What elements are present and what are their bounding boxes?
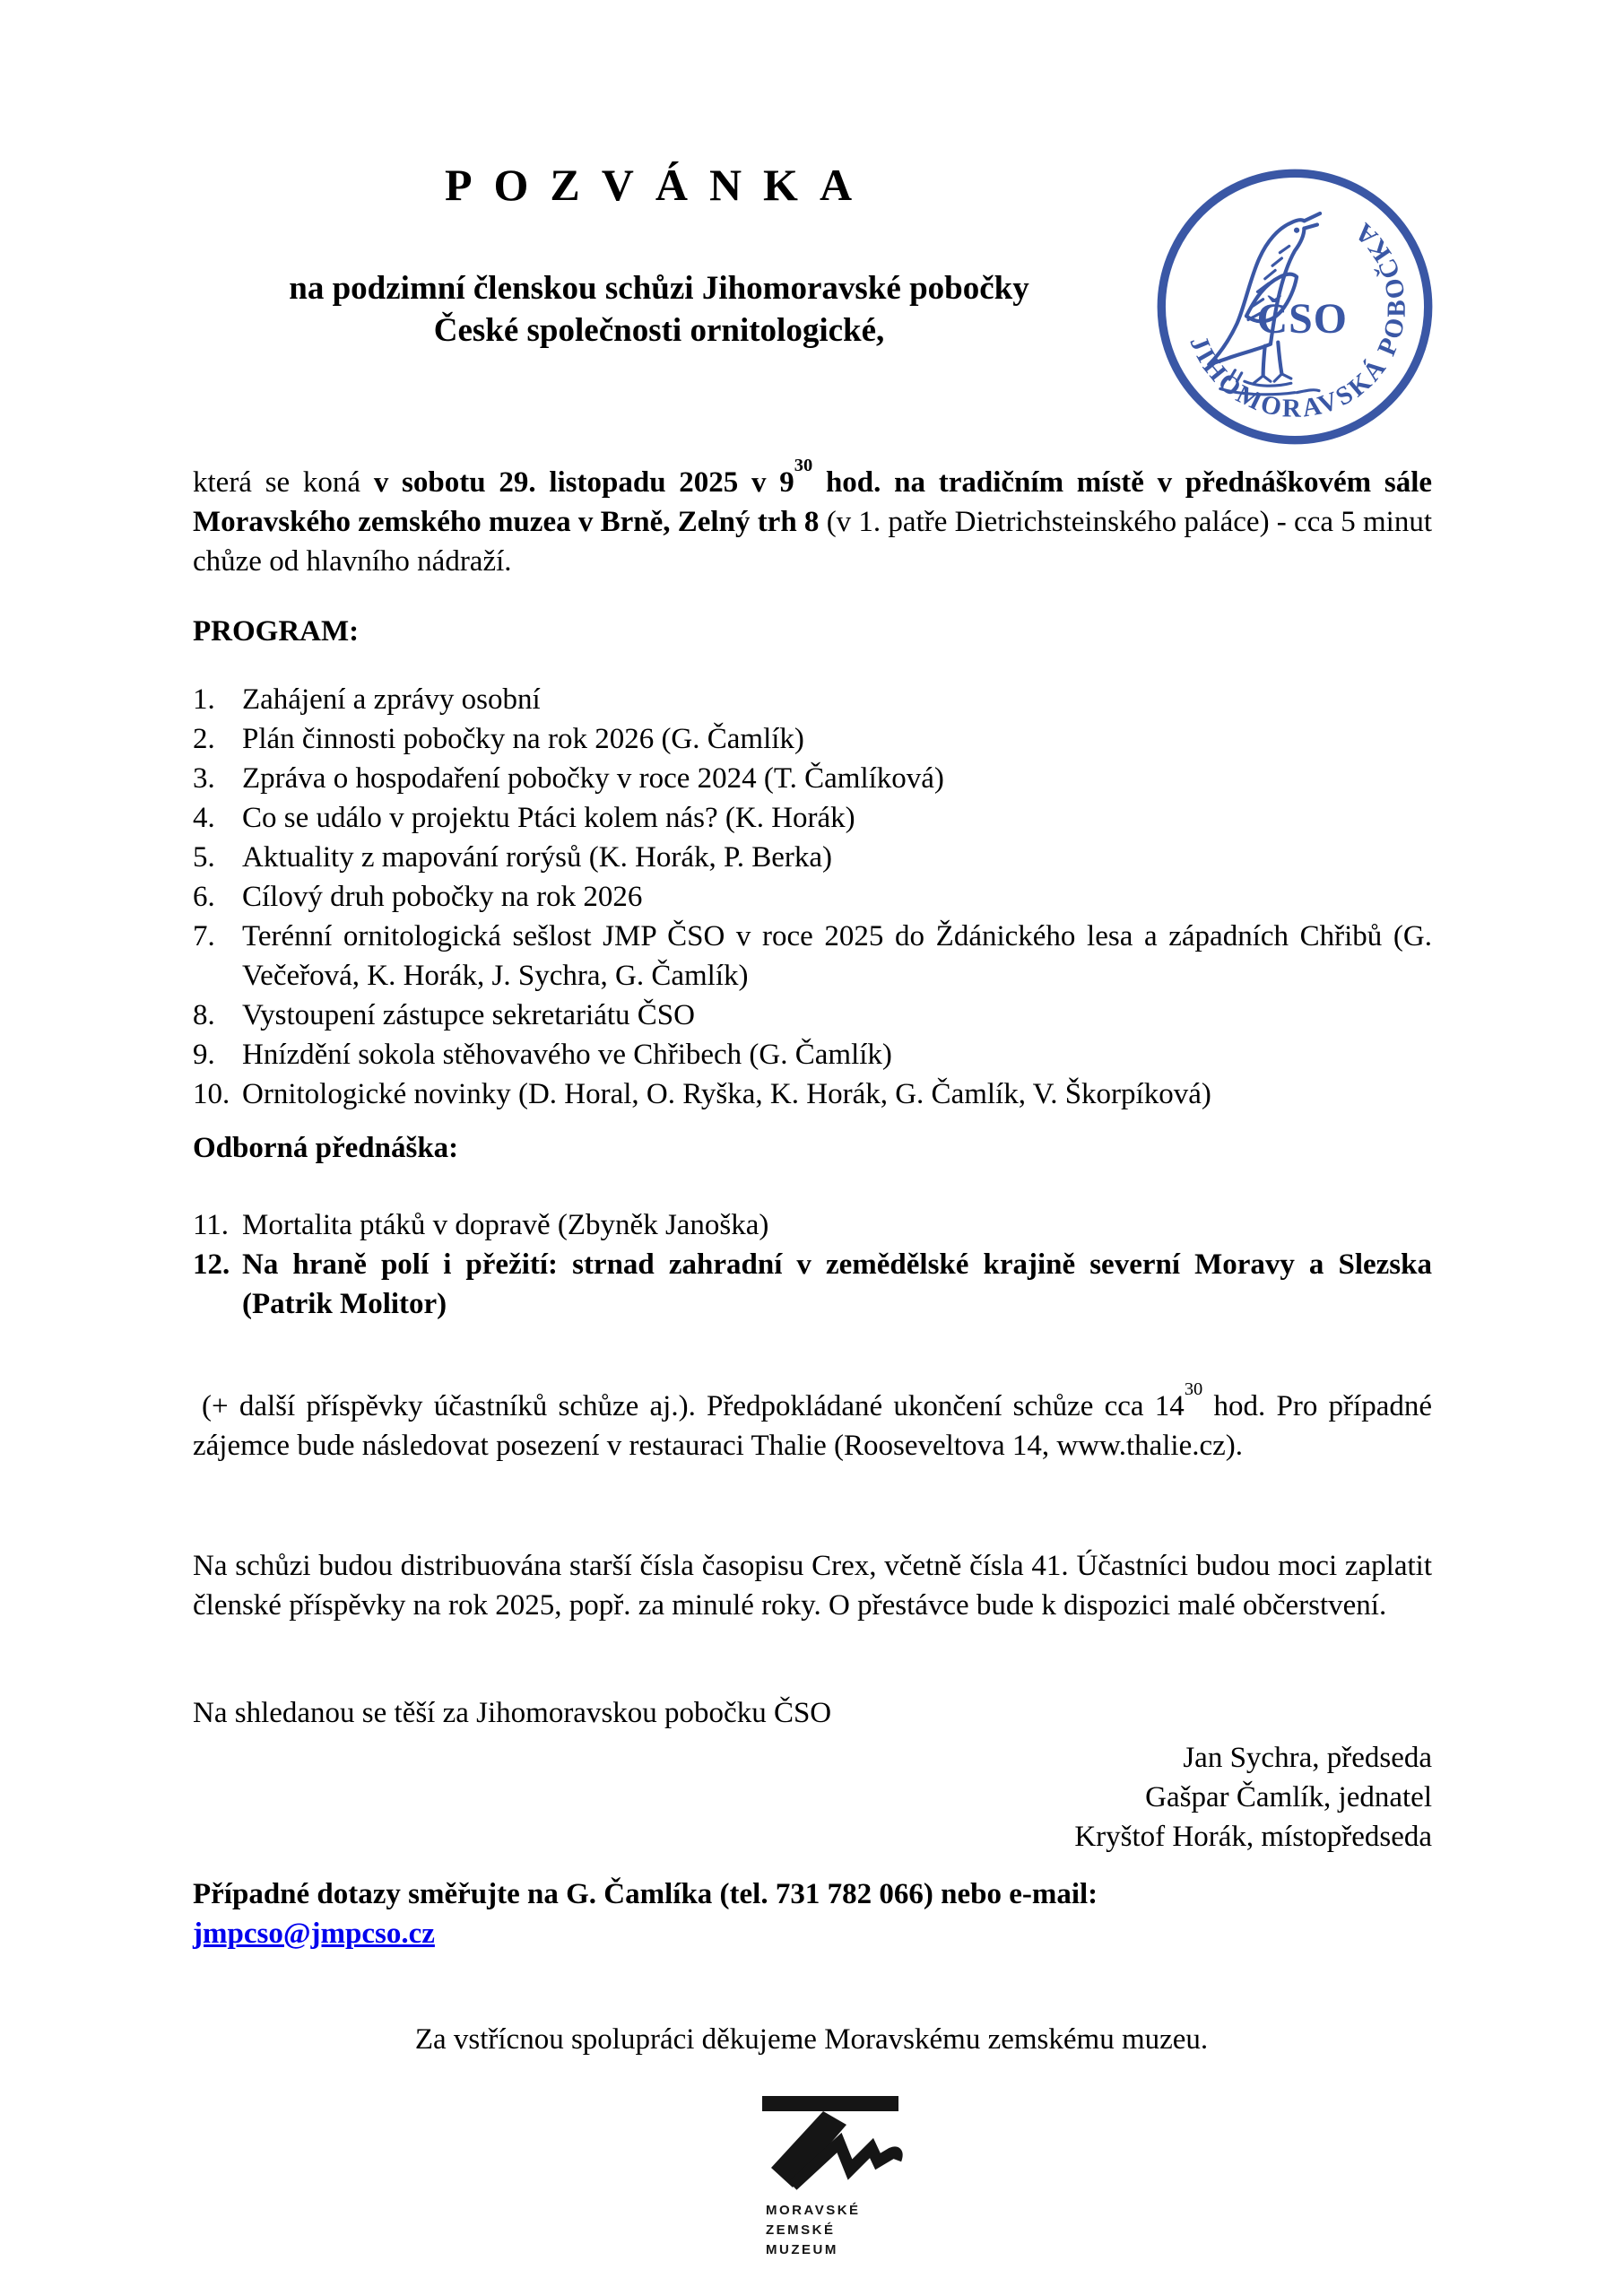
intro-paragraph [193,455,1433,581]
program-item [193,838,1432,877]
email-link[interactable]: jmpcso@jmpcso.cz [193,1918,435,1950]
item-text: Cílový druh pobočky na rok 2026 [242,881,643,913]
item-number: 11. [193,1209,230,1241]
item-number: 12. [193,1248,230,1281]
text-run: (+ další příspěvky účastníků schůze aj.). Předpokládané ukončení schůze cca 14 [202,1390,1185,1422]
text-run: 30 [1184,1378,1203,1399]
mzm-logo-bar [762,2096,898,2111]
item-text: Vystoupení zástupce sekretariátu ČSO [242,999,695,1031]
lecture-list [193,1205,1432,1324]
item-text: Co se událo v projektu Ptáci kolem nás? (K. Horák) [242,802,855,834]
text-run: 30 [794,455,813,475]
subtitle-line: na podzimní členskou schůzi Jihomoravské pobočky [289,270,1029,307]
item-number: 6. [193,881,215,913]
item-text: Zpráva o hospodaření pobočky v roce 2024 (T. Čamlíková) [242,762,944,795]
signature-line: Kryštof Horák, místopředseda [1074,1821,1432,1853]
text-run: hod. na tradičním místě v přednáškovém sále Moravského zemského muzea v Brně, Zelný trh 8 [193,466,1433,538]
distribution-paragraph: Na schůzi budou distribuována starší čísla časopisu Crex, včetně čísla 41. Účastníci budou moci zaplatit členské příspěvky na rok 2025, popř. za minulé roky. O přestávce bude k dispozici malé občerstvení. [193,1550,1432,1622]
item-text: Ornitologické novinky (D. Horal, O. Ryška, K. Horák, G. Čamlík, V. Škorpíková) [242,1078,1211,1110]
cso-branch-stamp-logo [1155,167,1435,447]
program-item [193,1245,1432,1324]
item-number: 1. [193,683,215,716]
item-number: 10. [193,1078,230,1110]
farewell-line: Na shledanou se těší za Jihomoravskou pobočku ČSO [193,1697,832,1729]
text-run: hod. Pro případné zájemce bude následovat posezení v restauraci Thalie (Rooseveltova 14, www.thalie.cz). [193,1390,1433,1462]
stamp-svg [1155,167,1435,447]
contact-line: Případné dotazy směřujte na G. Čamlíka (tel. 731 782 066) nebo e-mail: [193,1878,1098,1910]
program-item [193,759,1432,798]
subtitle-line: České společnosti ornitologické, [433,312,885,349]
program-list [193,680,1432,1114]
lecture-heading: Odborná přednáška: [193,1132,459,1164]
mzm-logo-text-line: ZEMSKÉ [766,2222,836,2238]
item-number: 5. [193,841,215,874]
item-text: Aktuality z mapování rorýsů (K. Horák, P. Berka) [242,841,833,874]
program-item [193,719,1432,759]
text-run: v sobotu 29. listopadu 2025 v 9 [373,466,794,499]
signature-line: Gašpar Čamlík, jednatel [1145,1781,1432,1813]
signature-line: Jan Sychra, předseda [1183,1742,1432,1774]
stamp-ring-text: JIHOMORAVSKÁ POBOČKA [1184,215,1411,423]
thanks-line: Za vstřícnou spolupráci děkujeme Moravskému zemskému muzeu. [414,2023,1209,2056]
wrapup-paragraph [193,1378,1433,1465]
signatures [193,1738,1432,1857]
item-text: Zahájení a zprávy osobní [242,683,541,716]
mzm-logo [760,2096,922,2260]
document-title: POZVÁNKA [444,160,874,210]
program-item [193,1074,1432,1114]
program-item [193,680,1432,719]
program-heading: PROGRAM: [193,615,360,648]
mzm-logo-text-line: MUZEUM [766,2242,838,2257]
item-text: Mortalita ptáků v dopravě (Zbyněk Janoška) [242,1209,769,1241]
item-text: Na hraně polí i přežití: strnad zahradní v zemědělské krajině severní Moravy a Slezska (Patrik Molitor) [242,1248,1432,1320]
program-item [193,798,1432,838]
program-item [193,1035,1432,1074]
text-run: která se koná [193,466,374,499]
program-item [193,877,1432,917]
item-number: 3. [193,762,215,795]
text-run: (v 1. patře Dietrichsteinského paláce) - cca 5 minut chůze od hlavního nádraží. [193,506,1432,578]
program-item [193,996,1432,1035]
email-line [193,1914,1432,1953]
mzm-logo-text [766,2201,922,2260]
item-number: 2. [193,723,215,755]
document-subtitle [193,267,1125,352]
mzm-zigzag-mark-icon [760,2096,904,2190]
item-number: 8. [193,999,215,1031]
mzm-logo-text-line: MORAVSKÉ [766,2203,861,2218]
item-number: 7. [193,920,215,952]
program-item [193,1205,1432,1245]
item-text: Terénní ornitologická sešlost JMP ČSO v roce 2025 do Ždánického lesa a západních Chřibů (G. Večeřová, K. Horák, J. Sychra, G. Čamlík) [242,920,1432,992]
item-text: Hnízdění sokola stěhovavého ve Chřibech (G. Čamlík) [242,1039,892,1071]
item-number: 9. [193,1039,215,1071]
stamp-abbr-text: ČSO [1256,295,1349,344]
item-text: Plán činnosti pobočky na rok 2026 (G. Čamlík) [242,723,804,755]
program-item [193,917,1432,996]
item-number: 4. [193,802,215,834]
